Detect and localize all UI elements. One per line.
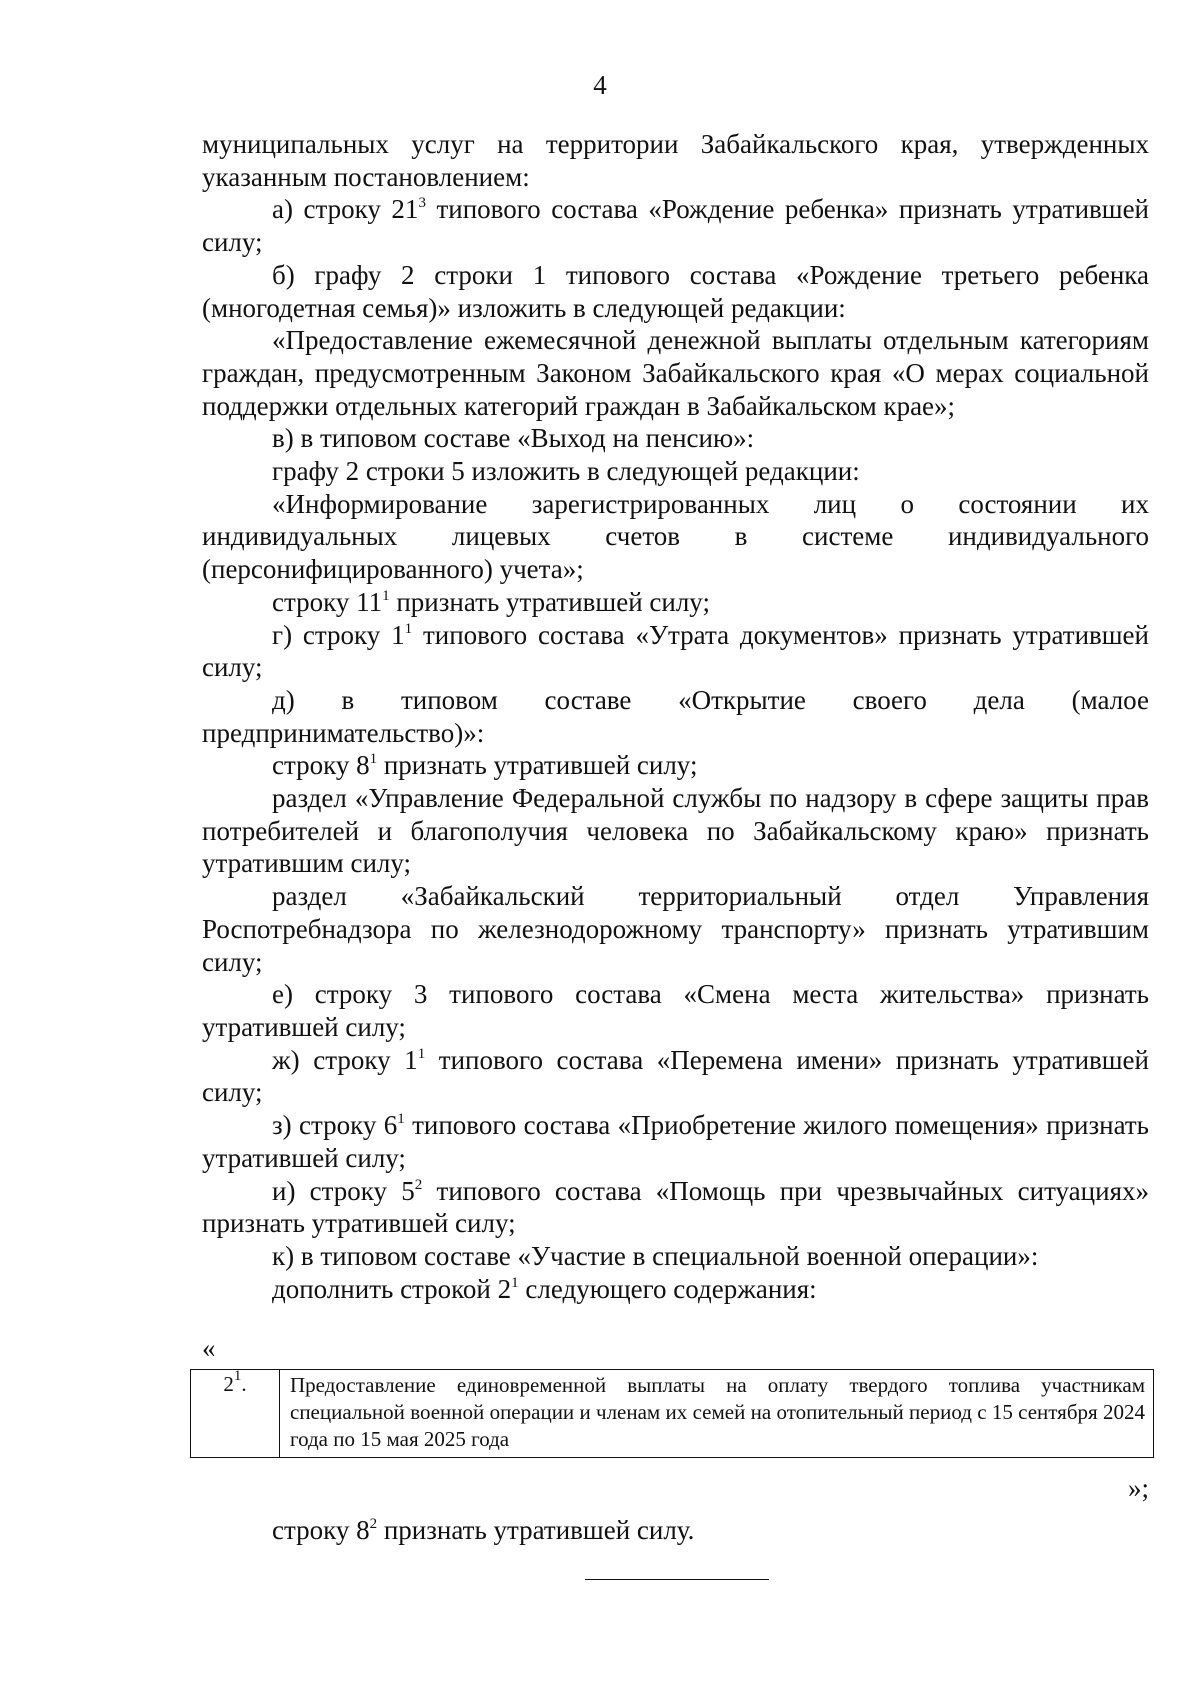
end-rule-line [585,1579,769,1580]
paragraph-text-end: типового состава «Приобретение жилого помещения» признать утратившей силу; [202,1110,1149,1173]
opening-quote: « [202,1333,216,1363]
paragraph: графу 2 строки 5 изложить в следующей редакции: [272,456,860,487]
paragraph-text-start: строку 11 [272,586,383,617]
paragraph-text-start: дополнить строкой 2 [272,1273,512,1304]
paragraph: «Информирование зарегистрированных лиц о состоянии их индивидуальных лицевых счетов в системе индивидуального (персонифицированного) учета»; [202,488,1149,585]
paragraph: «Предоставление ежемесячной денежной выплаты отдельным категориям граждан, предусмотренным Законом Забайкальского края «О мерах социальной поддержки отдельных категорий граждан в Забайкальском крае»; [202,325,1149,421]
paragraph-text-start: а) строку 21 [272,194,419,225]
paragraph-text-end: признать утратившей силу; [389,586,710,617]
paragraph-text-end: типового состава «Перемена имени» признать утратившей силу; [202,1044,1149,1108]
paragraph-text-start: з) строку 6 [272,1110,398,1141]
paragraph: е) строку 3 типового состава «Смена места жительства» признать утратившей силу; [202,979,1149,1042]
paragraph [202,1044,1149,1109]
paragraph-text-start: строку 8 [272,750,370,781]
paragraph: б) графу 2 строки 1 типового состава «Рождение третьего ребенка (многодетная семья)» изложить в следующей редакции: [202,259,1149,323]
paragraph-text-start: ж) строку 1 [272,1044,418,1075]
superscript: 1 [511,1274,519,1291]
paragraph-text-start: и) строку 5 [272,1175,415,1206]
closing-quote: »; [1127,1473,1149,1503]
row-number-cell [191,1370,280,1458]
paragraph-text-end: типового состава «Утрата документов» признать утратившей силу; [202,619,1149,683]
paragraph: муниципальных услуг на территории Забайкальского края, утвержденных указанным постановлением: [202,129,1149,192]
paragraph-text-end: следующего содержания: [518,1273,817,1304]
paragraph-text-end: типового состава «Помощь при чрезвычайных ситуациях» признать утратившей силу; [202,1175,1149,1239]
row-text-cell: Предоставление единовременной выплаты на оплату твердого топлива участникам специальной военной операции и членам их семей на отопительный период с 15 сентября 2024 года по 15 мая 2025 года [280,1370,1154,1458]
row-number-dot: . [241,1372,247,1396]
inserted-row-table [190,1369,1154,1458]
page-number: 4 [593,70,607,100]
final-text-start: строку 8 [272,1515,370,1545]
paragraph [202,193,1149,258]
paragraph: в) в типовом составе «Выход на пенсию»: [272,423,755,454]
row-number-superscript: 1 [233,1368,242,1384]
paragraph-text-end: признать утратившей силу; [377,750,698,781]
superscript: 1 [417,1045,426,1062]
paragraph [202,1273,1149,1306]
superscript: 1 [404,620,413,637]
paragraph [202,1175,1149,1240]
paragraph [202,586,1149,619]
paragraph [202,619,1149,684]
paragraph: к) в типовом составе «Участие в специальной военной операции»: [272,1240,1039,1271]
paragraph: раздел «Управление Федеральной службы по надзору в сфере защиты прав потребителей и благополучия человека по Забайкальскому краю» признать утратившим силу; [202,783,1149,879]
final-superscript: 2 [369,1516,378,1532]
document-body [202,128,1149,1305]
final-text-end: признать утратившей силу. [377,1515,695,1545]
superscript: 1 [397,1111,405,1128]
paragraph: д) в типовом составе «Открытие своего дела (малое предпринимательство)»: [202,684,1149,748]
row-number: 2 [223,1372,234,1396]
paragraph-text-start: г) строку 1 [272,619,405,650]
superscript: 1 [369,751,378,768]
paragraph [202,1109,1149,1174]
superscript: 2 [414,1176,423,1193]
final-paragraph [272,1515,694,1546]
paragraph-text-end: типового состава «Рождение ребенка» признать утратившей силу; [202,194,1150,258]
paragraph: раздел «Забайкальский территориальный отдел Управления Роспотребнадзора по железнодорожному транспорту» признать утратившим силу; [202,881,1149,977]
paragraph [202,749,1149,782]
superscript: 1 [382,587,390,604]
table-row [191,1370,1154,1458]
superscript: 3 [418,195,426,212]
